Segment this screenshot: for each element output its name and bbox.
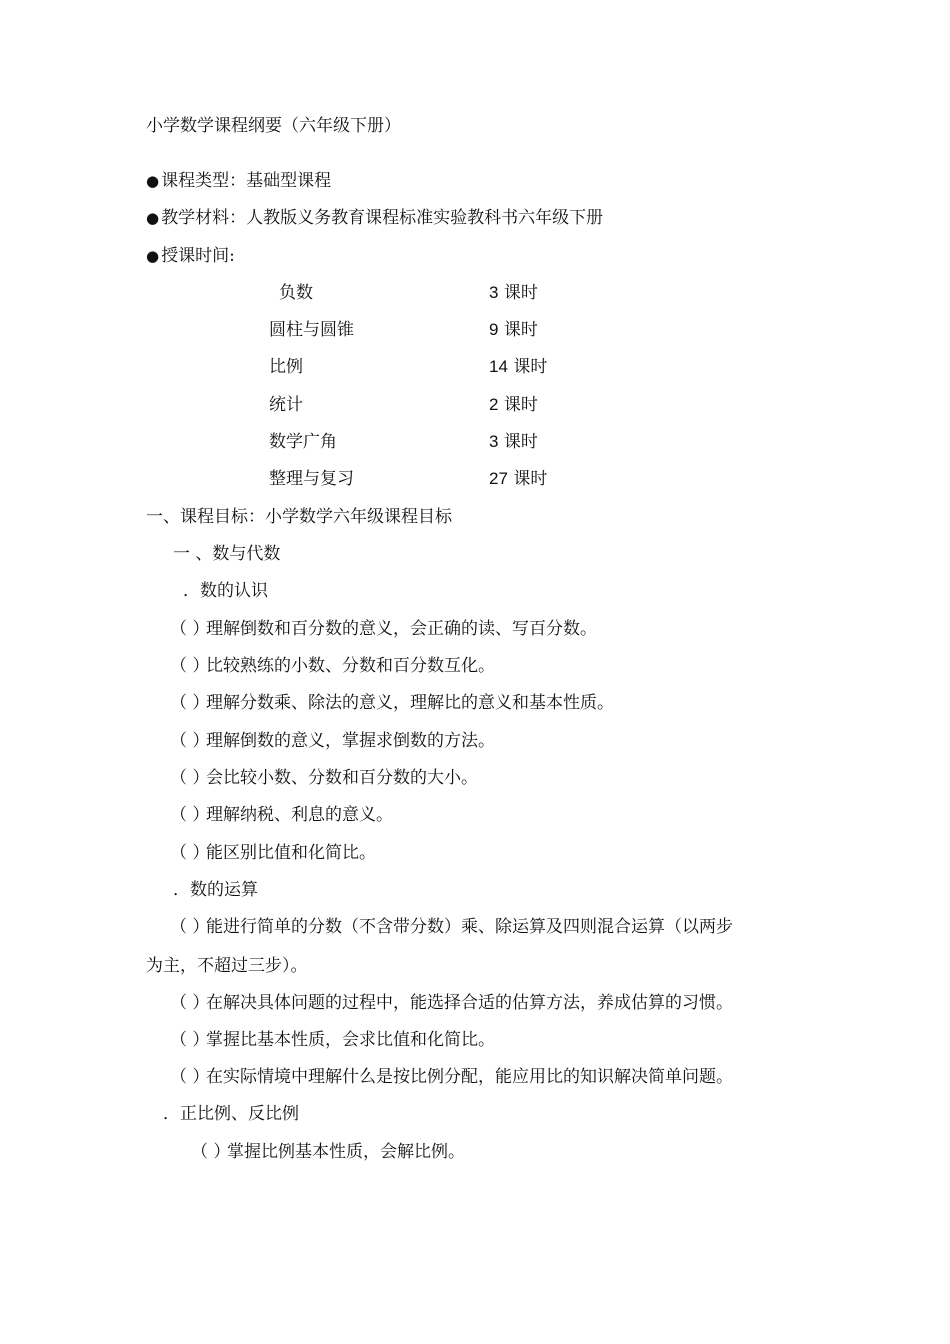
list-item: （ ）在解决具体问题的过程中，能选择合适的估算方法，养成估算的习惯。: [170, 993, 733, 1013]
schedule-topic: 负数: [279, 283, 313, 303]
schedule-hours: 2 课时: [489, 395, 538, 415]
info-text: 课程类型：基础型课程: [161, 171, 332, 191]
list-item-continuation: 为主，不超过三步）。: [146, 956, 308, 976]
list-item: （ ）理解分数乘、除法的意义，理解比的意义和基本性质。: [170, 693, 614, 713]
info-text: 授课时间:: [161, 246, 235, 266]
list-item: （ ）理解倒数和百分数的意义，会正确的读、写百分数。: [170, 619, 597, 639]
list-item: （ ）比较熟练的小数、分数和百分数互化。: [170, 656, 495, 676]
schedule-hours: 9 课时: [489, 320, 538, 340]
schedule-topic: 整理与复习: [269, 469, 354, 489]
schedule-topic: 统计: [269, 395, 303, 415]
list-item: （ ）在实际情境中理解什么是按比例分配，能应用比的知识解决简单问题。: [170, 1067, 733, 1087]
info-schedule-label: [146, 245, 235, 267]
section-heading: 一、课程目标：小学数学六年级课程目标: [146, 507, 452, 527]
topic-heading: ．正比例、反比例: [163, 1104, 299, 1124]
info-course-type: [146, 170, 331, 192]
schedule-hours: 3 课时: [489, 283, 538, 303]
list-item: （ ）能区别比值和化简比。: [170, 843, 376, 863]
schedule-hours: 27 课时: [489, 469, 548, 489]
info-text: 教学材料：人教版义务教育课程标准实验教科书六年级下册: [161, 208, 604, 228]
list-item: （ ）会比较小数、分数和百分数的大小。: [170, 768, 478, 788]
list-item: （ ）掌握比基本性质，会求比值和化简比。: [170, 1030, 495, 1050]
topic-heading: ．数的认识: [183, 581, 268, 601]
schedule-topic: 比例: [269, 357, 303, 377]
document-title: 小学数学课程纲要（六年级下册）: [146, 116, 401, 136]
list-item: （ ）掌握比例基本性质，会解比例。: [191, 1142, 465, 1162]
list-item: （ ）能进行简单的分数（不含带分数）乘、除运算及四则混合运算（以两步: [170, 917, 733, 937]
info-materials: [146, 207, 603, 229]
schedule-topic: 数学广角: [269, 432, 337, 452]
list-item: （ ）理解倒数的意义，掌握求倒数的方法。: [170, 731, 495, 751]
bullet-icon: ●: [146, 172, 160, 190]
bullet-icon: ●: [146, 247, 160, 265]
bullet-icon: ●: [146, 209, 160, 227]
schedule-hours: 3 课时: [489, 432, 538, 452]
list-item: （ ）理解纳税、利息的意义。: [170, 805, 393, 825]
topic-heading: ．数的运算: [173, 880, 258, 900]
schedule-hours: 14 课时: [489, 357, 548, 377]
subsection-heading: 一 、数与代数: [173, 544, 281, 564]
schedule-topic: 圆柱与圆锥: [269, 320, 354, 340]
